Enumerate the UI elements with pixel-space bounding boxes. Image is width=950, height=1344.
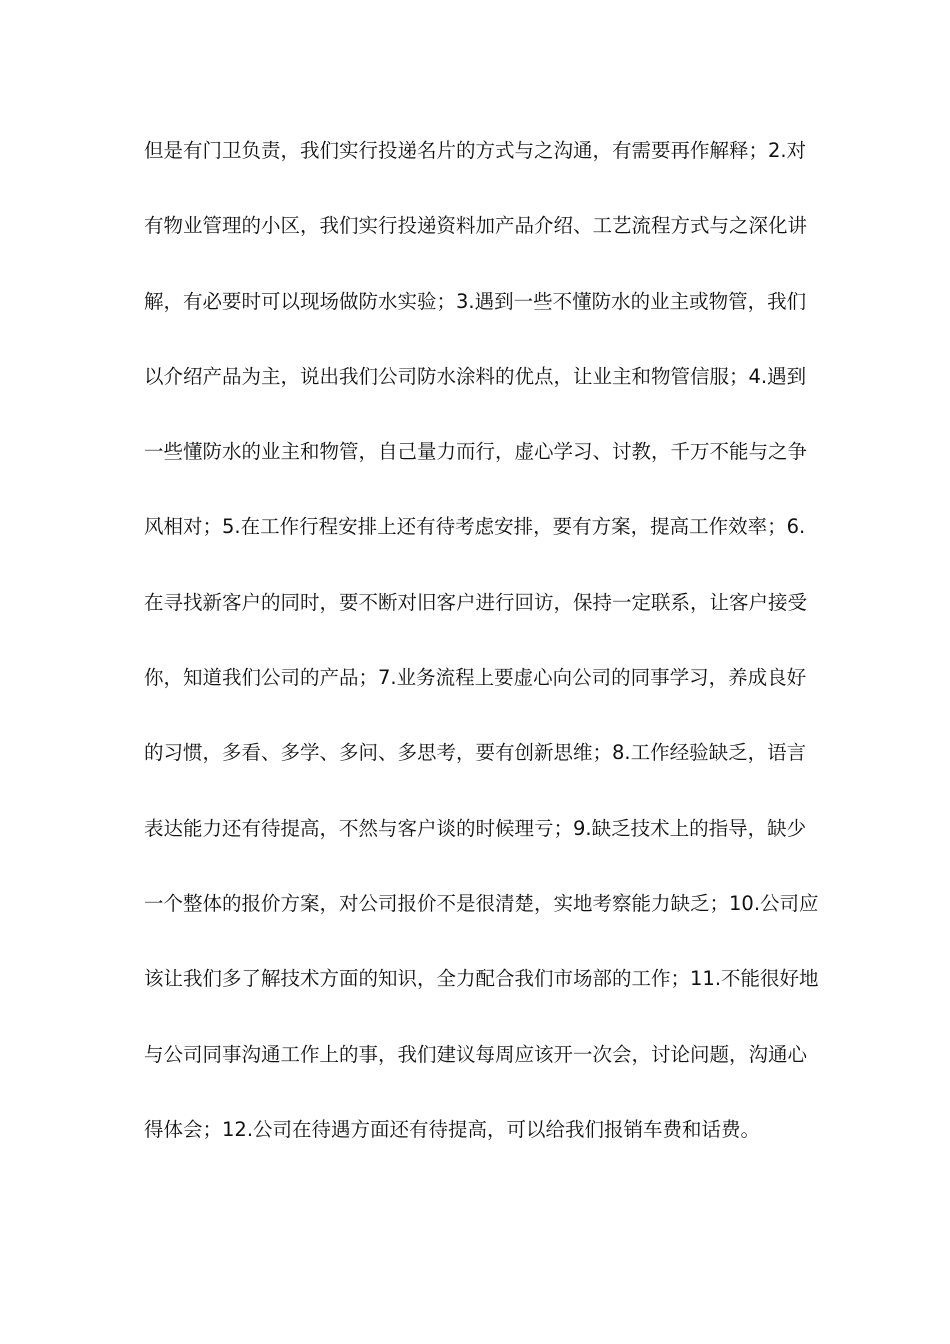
text-line: 表达能力还有待提高，不然与客户谈的时候理亏；9.缺乏技术上的指导，缺少 bbox=[144, 816, 807, 840]
body-text bbox=[144, 131, 819, 1185]
text-line: 与公司同事沟通工作上的事，我们建议每周应该开一次会，讨论问题，沟通心 bbox=[144, 1042, 808, 1066]
text-line: 以介绍产品为主，说出我们公司防水涂料的优点，让业主和物管信服；4.遇到 bbox=[144, 364, 807, 388]
text-line: 一个整体的报价方案，对公司报价不是很清楚，实地考察能力缺乏；10.公司应 bbox=[144, 891, 819, 915]
text-line: 但是有门卫负责，我们实行投递名片的方式与之沟通，有需要再作解释；2.对 bbox=[144, 139, 807, 162]
text-line: 有物业管理的小区，我们实行投递资料加产品介绍、工艺流程方式与之深化讲 bbox=[144, 214, 808, 238]
text-line: 一些懂防水的业主和物管，自己量力而行，虚心学习、讨教，千万不能与之争 bbox=[144, 440, 808, 464]
text-line: 你，知道我们公司的产品；7.业务流程上要虚心向公司的同事学习，养成良好 bbox=[144, 666, 807, 690]
text-line: 得体会；12.公司在待遇方面还有待提高，可以给我们报销车费和话费。 bbox=[144, 1117, 761, 1141]
text-line: 在寻找新客户的同时，要不断对旧客户进行回访，保持一定联系，让客户接受 bbox=[144, 590, 808, 614]
text-line: 的习惯，多看、多学、多问、多思考，要有创新思维；8.工作经验缺乏，语言 bbox=[144, 741, 807, 765]
text-line: 解，有必要时可以现场做防水实验；3.遇到一些不懂防水的业主或物管，我们 bbox=[144, 289, 807, 313]
text-line: 该让我们多了解技术方面的知识，全力配合我们市场部的工作；11.不能很好地 bbox=[144, 967, 819, 991]
text-line: 风相对；5.在工作行程安排上还有待考虑安排，要有方案，提高工作效率；6. bbox=[144, 515, 806, 539]
